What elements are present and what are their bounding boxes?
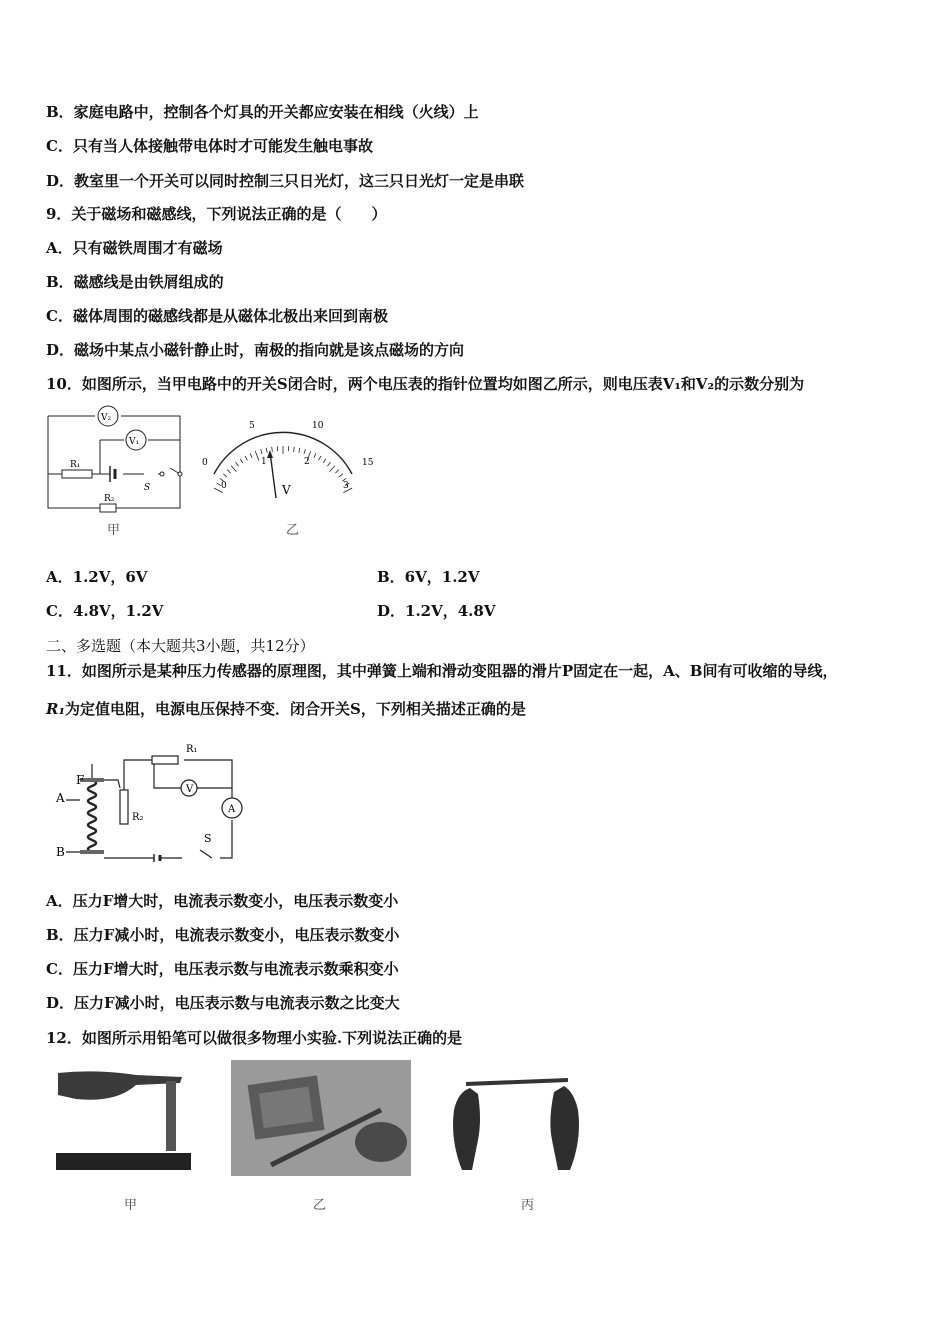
q11-stem-line2: R₁为定值电阻，电源电压保持不变．闭合开关S，下列相关描述正确的是 bbox=[46, 700, 526, 718]
voltmeter-needle bbox=[270, 452, 276, 498]
q10-option-c: C．4.8V，1.2V bbox=[46, 602, 164, 620]
r2-label: R₂ bbox=[132, 812, 144, 823]
scale-tick bbox=[304, 449, 305, 454]
q9-option-a: A．只有磁铁周围才有磁场 bbox=[46, 239, 223, 257]
svg-text:5: 5 bbox=[249, 421, 255, 431]
q12-photo-yi bbox=[231, 1060, 411, 1176]
scale-tick bbox=[223, 474, 227, 477]
r2-resistor-icon bbox=[120, 790, 128, 824]
point-b-label: B bbox=[56, 845, 65, 859]
q10-option-d: D．1.2V，4.8V bbox=[377, 602, 496, 620]
force-label: F bbox=[76, 773, 85, 787]
scale-tick bbox=[323, 459, 326, 463]
r1-label: R₁ bbox=[70, 460, 81, 470]
q10-fig-yi-caption: 乙 bbox=[286, 523, 300, 538]
voltmeter-unit: V bbox=[282, 483, 291, 497]
scale-tick bbox=[250, 453, 252, 458]
q10-fig-jia-caption: 甲 bbox=[107, 523, 121, 538]
scale-tick bbox=[330, 466, 335, 472]
scale-tick bbox=[339, 474, 343, 477]
scale-tick bbox=[327, 462, 330, 466]
r1-resistor-icon bbox=[62, 470, 92, 478]
q10-option-b: B．6V，1.2V bbox=[377, 568, 480, 586]
scale-tick bbox=[314, 453, 316, 458]
q9-option-d: D．磁场中某点小磁针静止时，南极的指向就是该点磁场的方向 bbox=[46, 341, 465, 359]
scale-tick bbox=[266, 448, 267, 453]
q10-voltmeter-figure bbox=[196, 412, 386, 512]
svg-text:2: 2 bbox=[304, 457, 310, 467]
r2-label: R₂ bbox=[104, 494, 115, 504]
switch-label: S bbox=[144, 483, 151, 493]
switch-label: S bbox=[204, 832, 212, 845]
svg-text:0: 0 bbox=[221, 481, 227, 491]
scale-tick bbox=[255, 451, 259, 460]
scale-tick bbox=[231, 466, 236, 472]
scale-tick bbox=[245, 456, 247, 460]
q12-photo-jia bbox=[56, 1067, 191, 1170]
point-a-label: A bbox=[56, 791, 65, 805]
svg-text:10: 10 bbox=[312, 421, 324, 431]
scale-tick bbox=[261, 449, 262, 454]
q9-stem: 9．关于磁场和磁感线，下列说法正确的是（ ） bbox=[46, 205, 387, 223]
svg-text:0: 0 bbox=[202, 458, 208, 468]
q8-option-d: D．教室里一个开关可以同时控制三只日光灯，这三只日光灯一定是串联 bbox=[46, 172, 525, 190]
q12-caption-jia: 甲 bbox=[124, 1198, 138, 1213]
q11-option-a: A．压力F增大时，电流表示数变小，电压表示数变小 bbox=[46, 892, 399, 910]
v1-label: V₁ bbox=[129, 437, 140, 447]
q12-stem: 12．如图所示用铅笔可以做很多物理小实验.下列说法正确的是 bbox=[46, 1029, 463, 1047]
scale-tick bbox=[294, 447, 295, 452]
section-2-heading: 二、多选题（本大题共3小题，共12分） bbox=[46, 637, 315, 655]
svg-text:V: V bbox=[186, 784, 194, 795]
scale-tick bbox=[227, 470, 231, 473]
q9-option-b: B．磁感线是由铁屑组成的 bbox=[46, 273, 224, 291]
svg-text:1: 1 bbox=[261, 457, 267, 467]
scale-tick bbox=[240, 459, 243, 463]
q10-stem: 10．如图所示，当甲电路中的开关S闭合时，两个电压表的指针位置均如图乙所示，则电压表V₁和V₂的示数分别为 bbox=[46, 375, 805, 393]
q8-option-c: C．只有当人体接触带电体时才可能发生触电事故 bbox=[46, 137, 373, 155]
q11-stem-line1: 11．如图所示是某种压力传感器的原理图，其中弹簧上端和滑动变阻器的滑片P固定在一起，A、B间有可收缩的导线， bbox=[46, 662, 838, 680]
q11-option-d: D．压力F减小时，电压表示数与电流表示数之比变大 bbox=[46, 994, 400, 1012]
q8-option-b: B．家庭电路中，控制各个灯具的开关都应安装在相线（火线）上 bbox=[46, 103, 479, 121]
scale-tick bbox=[335, 470, 339, 473]
svg-text:3: 3 bbox=[343, 481, 349, 491]
scale-tick bbox=[299, 448, 300, 453]
scale-tick bbox=[272, 447, 273, 452]
scale-tick bbox=[236, 462, 239, 466]
q12-caption-yi: 乙 bbox=[313, 1198, 327, 1213]
q12-caption-bing: 丙 bbox=[521, 1198, 535, 1213]
r1-label: R₁ bbox=[186, 744, 198, 755]
spring-icon bbox=[88, 780, 96, 852]
v2-label: V₂ bbox=[101, 413, 112, 423]
svg-text:15: 15 bbox=[362, 458, 374, 468]
q11-option-c: C．压力F增大时，电压表示数与电流表示数乘积变小 bbox=[46, 960, 399, 978]
q11-sensor-circuit-figure bbox=[50, 738, 250, 866]
r1-resistor-icon bbox=[152, 756, 178, 764]
q11-option-b: B．压力F减小时，电流表示数变小，电压表示数变小 bbox=[46, 926, 400, 944]
q10-option-a: A．1.2V，6V bbox=[46, 568, 148, 586]
q9-option-c: C．磁体周围的磁感线都是从磁体北极出来回到南极 bbox=[46, 307, 388, 325]
scale-tick bbox=[319, 456, 321, 460]
r2-resistor-icon bbox=[100, 504, 116, 512]
q12-photo-bing bbox=[448, 1070, 583, 1175]
svg-text:A: A bbox=[228, 804, 236, 815]
